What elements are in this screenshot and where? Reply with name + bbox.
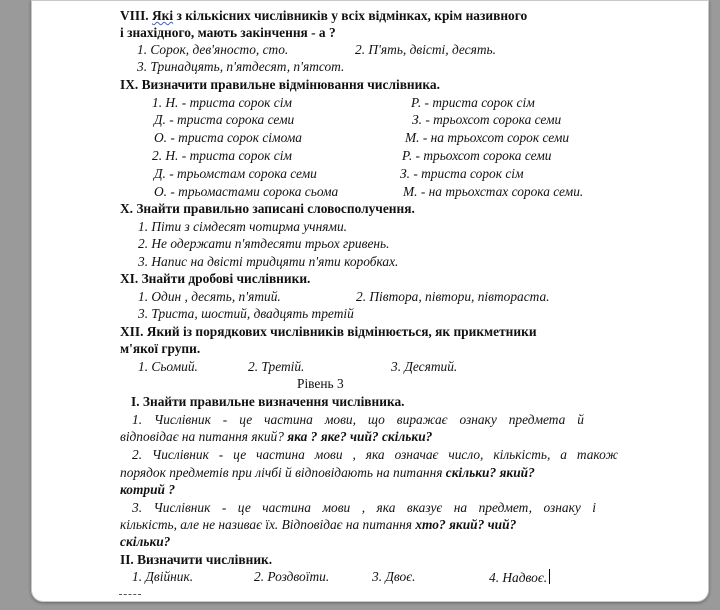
level3-question-1-heading: I. Знайти правильне визначення числівника. <box>131 394 405 409</box>
question-9-row-right: З. - трьохсот сорока семи <box>412 112 562 127</box>
question-12-option-3: 3. Десятий. <box>391 359 458 374</box>
question-8-number: VIII. <box>120 8 149 23</box>
question-8-heading-line1 <box>120 8 527 24</box>
document-page <box>31 0 709 602</box>
level3-question-1-option-3-line2 <box>120 517 516 533</box>
question-9-row-left: Д. - триста сорока семи <box>154 112 295 127</box>
question-11-option-1: 1. Один , десять, п'ятий. <box>138 289 281 304</box>
option-questions: скільки? який? <box>442 465 535 480</box>
question-12-option-2: 2. Третій. <box>248 359 305 374</box>
question-10-item: 2. Не одержати п'ятдесяти трьох гривень. <box>138 236 390 251</box>
question-11-option-3: 3. Триста, шостий, двадцять третій <box>138 306 354 321</box>
question-9-heading: IX. Визначити правильне відмінювання числівника. <box>120 77 440 92</box>
option-questions: хто? який? чий? <box>412 517 517 532</box>
question-9-row-right: М. - на трьохсот сорок семи <box>405 130 570 145</box>
question-8-option-1: 1. Сорок, дев'яносто, сто. <box>137 42 289 57</box>
question-8-heading-text: з кількісних числівників у всіх відмінках, крім називного <box>173 8 528 23</box>
question-9-row-left: О. - трьомастами сорока сьома <box>154 184 339 199</box>
spellcheck-word: Які <box>152 8 174 23</box>
option-text: порядок предметів при лічбі й відповідають на питання <box>120 465 443 480</box>
question-11-option-2: 2. Півтора, півтори, півтораста. <box>356 289 550 304</box>
question-9-row-left: Д. - трьомстам сорока семи <box>154 166 317 181</box>
level3-question-1-option-3-line1: 3. Числівник - це частина мови , яка вказує на предмет, ознаку і <box>132 500 596 515</box>
option-text: 4. Надвоє. <box>489 570 548 585</box>
level3-question-1-option-1-line1: 1. Числівник - це частина мови, що виражає ознаку предмета й <box>132 412 584 427</box>
level3-question-2-option-3: 3. Двоє. <box>372 569 416 584</box>
level3-question-1-option-2-line3: котрий ? <box>120 482 176 497</box>
option-questions: яка ? яке? чий? скільки? <box>283 429 433 444</box>
level3-question-1-option-2-line2 <box>120 465 535 481</box>
cut-off-line-marker <box>119 594 141 598</box>
question-8-heading-line2: і знахідного, мають закінчення - а ? <box>120 25 336 40</box>
level3-question-1-option-3-line3: скільки? <box>120 534 171 549</box>
question-12-heading-line2: м'якої групи. <box>120 341 201 356</box>
question-8-option-2: 2. П'ять, двісті, десять. <box>355 42 496 57</box>
level-title: Рівень 3 <box>297 376 344 391</box>
question-9-row-left: 2. Н. - триста сорок сім <box>152 148 292 163</box>
question-9-row-right: М. - на трьохстах сорока семи. <box>403 184 584 199</box>
text-cursor <box>549 569 550 584</box>
level3-question-2-option-1: 1. Двійник. <box>132 569 194 584</box>
question-10-heading: X. Знайти правильно записані словосполучення. <box>120 201 415 216</box>
level3-question-2-heading: II. Визначити числівник. <box>120 552 273 567</box>
question-9-row-right: Р. - трьохсот сорока семи <box>402 148 552 163</box>
level3-question-2-option-2: 2. Роздвоїти. <box>254 569 330 584</box>
option-text: кількість, але не називає їх. Відповідає на питання <box>120 517 412 532</box>
question-9-row-right: Р. - триста сорок сім <box>411 95 535 110</box>
question-8-option-3: 3. Тринадцять, п'ятдесят, п'ятсот. <box>137 59 345 74</box>
question-9-row-right: З. - триста сорок сім <box>400 166 524 181</box>
question-11-heading: XI. Знайти дробові числівники. <box>120 271 311 286</box>
question-10-item: 3. Напис на двісті тридцяти п'яти коробках. <box>138 254 399 269</box>
level3-question-1-option-1-line2 <box>120 429 432 445</box>
level3-question-2-option-4[interactable] <box>489 569 550 586</box>
question-12-option-1: 1. Сьомий. <box>138 359 198 374</box>
question-10-item: 1. Піти з сімдесят чотирма учнями. <box>138 219 348 234</box>
option-text: відповідає на питання який? <box>120 429 284 444</box>
question-12-heading-line1: XII. Який із порядкових числівників відмінюється, як прикметники <box>120 324 537 339</box>
level3-question-1-option-2-line1: 2. Числівник - це частина мови , яка означає число, кількість, а також <box>132 447 618 462</box>
question-9-row-left: О. - триста сорок сімома <box>154 130 302 145</box>
question-9-row-left: 1. Н. - триста сорок сім <box>152 95 292 110</box>
